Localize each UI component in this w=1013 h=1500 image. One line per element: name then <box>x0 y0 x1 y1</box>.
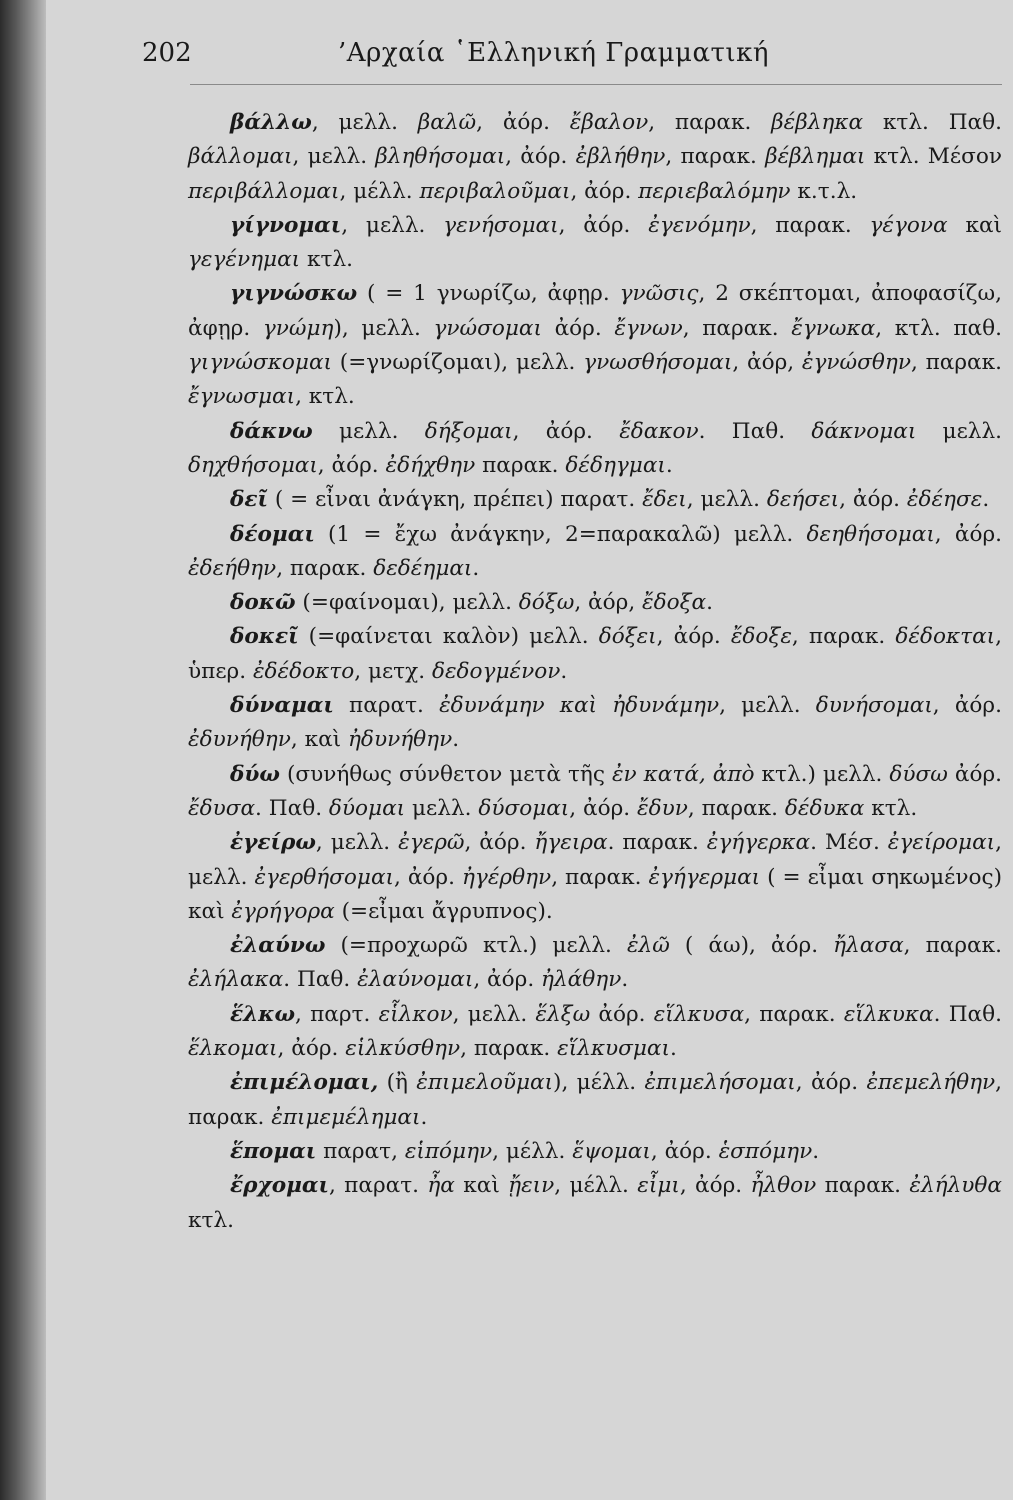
entry-text: , ἀόρ. <box>512 418 620 444</box>
entry-text: , ἀόρ. <box>569 795 638 821</box>
entry-text: , μελλ. <box>311 110 418 135</box>
entry-text: , ἀόρ. <box>464 830 535 856</box>
entry-text: , μελλ. <box>188 830 1002 890</box>
verb-form: γιγνώσκομαι <box>188 350 332 376</box>
entry-text: , μέλλ. <box>492 1138 573 1164</box>
entry-text: , παρακ. <box>276 555 374 581</box>
verb-form: δήξομαι <box>424 418 513 444</box>
verb-form: γνῶσις <box>619 281 699 307</box>
verb-form: περιεβαλόμην <box>638 178 791 204</box>
verb-entry <box>188 277 1002 414</box>
entry-text: , παρακ. <box>750 212 870 238</box>
verb-form: γέγονα <box>869 212 948 238</box>
verb-form: ἠγέρθην <box>461 864 552 890</box>
entry-text: . Παθ. <box>698 418 812 444</box>
entry-headword: δέομαι <box>230 521 315 547</box>
entry-headword: δύω <box>230 761 280 787</box>
verb-form: ἠδυνήθην <box>348 727 453 753</box>
verb-form: ἐπιμελοῦμαι <box>416 1070 554 1096</box>
entry-text: , μέλλ. <box>339 178 420 204</box>
verb-form: ἔγνωκα <box>791 315 876 341</box>
verb-form: εἷλκον <box>378 1001 453 1027</box>
verb-form: ἔδει <box>642 487 687 513</box>
entry-text: , παρακ. <box>648 110 772 135</box>
entry-text: κτλ.) μελλ. <box>754 761 890 787</box>
entry-text: (=γνωρίζομαι), μελλ. <box>332 350 584 376</box>
entry-text: . <box>812 1138 820 1164</box>
verb-entry <box>188 209 1002 278</box>
entry-text: , ἀόρ. <box>317 452 386 478</box>
verb-entry <box>188 586 1002 620</box>
verb-form: ἐγρήγορα <box>231 898 335 924</box>
verb-form: βέβληκα <box>771 110 864 135</box>
entry-text: , παρακ. <box>744 1001 844 1027</box>
verb-form: εἵλκυσα <box>653 1001 745 1027</box>
entry-text: ( = εἶναι ἀνάγκη, πρέπει) παρατ. <box>267 487 643 513</box>
entry-text: , 2 σκέπτομαι, ἀποφασίζω, ἀφῃρ. <box>188 281 1002 341</box>
entry-text: παρατ, <box>316 1138 405 1164</box>
verb-entry <box>188 106 1002 209</box>
verb-entry <box>188 415 1002 484</box>
verb-entry <box>188 929 1002 998</box>
verb-form: ἐγείρομαι <box>887 830 996 856</box>
entry-text: , παρακ. <box>551 864 649 890</box>
entry-text: , μελλ. <box>292 144 376 170</box>
entry-text: κτλ. <box>188 1207 234 1233</box>
entry-text: καὶ <box>947 212 1002 238</box>
entry-text: . <box>452 727 460 753</box>
entry-text: , ἀόρ. <box>277 1036 346 1062</box>
entry-text: ( άω), ἀόρ. <box>669 933 834 959</box>
verb-form: ἔδυσα <box>188 795 256 821</box>
verb-form: ἐδέδοκτο <box>252 658 355 684</box>
entry-text: . <box>472 555 480 581</box>
entry-headword: βάλλω <box>230 110 312 135</box>
verb-form: δύσω <box>889 761 948 787</box>
verb-form: δύομαι <box>328 795 406 821</box>
verb-form: γνωσθήσομαι <box>583 350 733 376</box>
verb-form: ἐδήχθην <box>385 452 476 478</box>
verb-form: ἐπιμεμέλημαι <box>271 1104 421 1130</box>
entry-text: , κτλ. <box>295 384 355 410</box>
entry-text: , παρακ. <box>791 624 896 650</box>
verb-form: ἔδοξα <box>642 590 707 616</box>
verb-form: ἐδέησε <box>906 487 983 513</box>
entry-text: . Μέσ. <box>810 830 888 856</box>
verb-form: ἤγειρα <box>534 830 608 856</box>
verb-form: ἐλῶ <box>626 933 670 959</box>
entry-text: ἀόρ. <box>590 1001 654 1027</box>
entry-text: . <box>669 1036 677 1062</box>
verb-form: ἐπιμελήσομαι <box>644 1070 796 1096</box>
page-number: 202 <box>142 38 192 68</box>
verb-form: ἐγενόμην <box>648 212 751 238</box>
verb-entry <box>188 826 1002 929</box>
entry-headword: ἕπομαι <box>230 1138 317 1164</box>
verb-form: δηχθήσομαι <box>188 452 318 478</box>
entry-text: , ἀόρ. <box>558 212 649 238</box>
verb-form: ἐλήλυθα <box>909 1173 1002 1199</box>
entry-text: (=φαίνεται καλὸν) μελλ. <box>298 624 599 650</box>
entry-headword: ἕλκω <box>230 1001 296 1027</box>
verb-form: περιβαλοῦμαι <box>419 178 571 204</box>
entry-headword: ἐγείρω <box>230 830 316 856</box>
verb-form: ᾔειν <box>508 1173 555 1199</box>
verb-form: ἕψομαι <box>572 1138 651 1164</box>
verb-form: ἔγνωσμαι <box>188 384 296 410</box>
verb-form: γενήσομαι <box>443 212 559 238</box>
verb-form: ἐλήλακα <box>188 967 284 993</box>
entry-text: παρατ. <box>333 693 440 719</box>
verb-form: ἐδυνήθην <box>188 727 291 753</box>
entry-text: . <box>665 452 673 478</box>
entry-text: , παρατ. <box>328 1173 428 1199</box>
verb-form: ἕλξω <box>535 1001 591 1027</box>
verb-form: περιβάλλομαι <box>188 178 340 204</box>
entry-text: , κτλ. παθ. <box>875 315 1002 341</box>
verb-form: ἔδοξε <box>730 624 792 650</box>
verb-form: δέδυκα <box>784 795 865 821</box>
verb-form: δεηθήσομαι <box>806 521 935 547</box>
entry-text: , ἀόρ. <box>839 487 907 513</box>
entry-text: , ἀόρ. <box>679 1173 751 1199</box>
entry-text: , παρακ. <box>460 1036 558 1062</box>
vocabulary-list <box>188 106 1002 1238</box>
verb-entry <box>188 998 1002 1067</box>
verb-entry <box>188 1169 1002 1238</box>
entry-text: , ἀόρ. <box>932 693 1002 719</box>
entry-text: μελλ. <box>916 418 1003 444</box>
verb-form: δυνήσομαι <box>815 693 933 719</box>
entry-text: (=φαίνομαι), μελλ. <box>295 590 519 616</box>
entry-text: , ἀόρ. <box>394 864 462 890</box>
entry-text: , μέλλ. <box>554 1173 638 1199</box>
entry-text: , παρακ. <box>682 315 792 341</box>
verb-form: ἔδακον <box>619 418 699 444</box>
entry-text: , παρακ. <box>910 350 1003 376</box>
entry-text: . Παθ. <box>283 967 358 993</box>
verb-form: εἵλκυκα <box>843 1001 934 1027</box>
verb-entry <box>188 1135 1002 1169</box>
entry-text: , ἀόρ. <box>570 178 639 204</box>
entry-text: , μελλ. <box>686 487 767 513</box>
verb-form: γνώμη <box>262 315 334 341</box>
verb-form: ἑσπόμην <box>718 1138 813 1164</box>
verb-form: δεήσει <box>766 487 840 513</box>
book-spine-shadow <box>0 0 46 1500</box>
entry-text: , μελλ. <box>452 1001 536 1027</box>
entry-text: (=εἶμαι ἄγρυπνος). <box>334 898 553 924</box>
entry-text: . <box>560 658 568 684</box>
verb-form: ἦα <box>427 1173 455 1199</box>
entry-text: (=προχωρῶ κτλ.) μελλ. <box>325 933 627 959</box>
verb-form: ἐγνώσθην <box>801 350 911 376</box>
entry-text: , παρακ. <box>903 933 1002 959</box>
verb-form: ἔβαλον <box>569 110 649 135</box>
entry-text: κτλ. <box>300 247 353 273</box>
verb-form: δύσομαι <box>478 795 570 821</box>
verb-form: ἐπεμελήθην <box>866 1070 996 1096</box>
entry-text: ( = εἶμαι σηκωμένος) καὶ <box>188 864 1002 924</box>
verb-form: εἵλκυσμαι <box>557 1036 670 1062</box>
entry-text: , ἀόρ, <box>732 350 802 376</box>
entry-text: . <box>621 967 629 993</box>
header-rule <box>190 84 1002 85</box>
entry-text: , ἀόρ. <box>476 110 570 135</box>
verb-form: βληθήσομαι <box>375 144 506 170</box>
verb-form: ἐγερῶ <box>398 830 465 856</box>
entry-headword: γιγνώσκω <box>230 281 358 307</box>
verb-form: ἐγήγερκα <box>706 830 811 856</box>
entry-text: , παρακ. <box>665 144 766 170</box>
verb-form: εἱλκύσθην <box>345 1036 461 1062</box>
entry-text: ἀόρ. <box>541 315 615 341</box>
verb-entry <box>188 1066 1002 1135</box>
entry-text: μελλ. <box>405 795 479 821</box>
verb-form: βέβλημαι <box>765 144 866 170</box>
entry-text: . <box>982 487 990 513</box>
verb-form: εἱπόμην <box>404 1138 493 1164</box>
entry-text: καὶ <box>454 1173 509 1199</box>
entry-text: , μελλ. <box>719 693 816 719</box>
verb-form: δεδογμένον <box>431 658 561 684</box>
entry-text: ), μέλλ. <box>553 1070 645 1096</box>
entry-text: παρακ. <box>475 452 566 478</box>
verb-form: ἐδυνάμην καὶ ἠδυνάμην <box>439 693 720 719</box>
verb-entry <box>188 518 1002 587</box>
entry-headword: ἐλαύνω <box>230 933 326 959</box>
verb-form: γνώσομαι <box>433 315 542 341</box>
entry-headword: δάκνω <box>230 418 313 444</box>
verb-form: ἠλάθην <box>541 967 622 993</box>
verb-form: ἐγερθήσομαι <box>254 864 394 890</box>
entry-text: ), μελλ. <box>333 315 434 341</box>
entry-text: κ.τ.λ. <box>790 178 858 204</box>
verb-entry <box>188 620 1002 689</box>
entry-text: , ὑπερ. <box>188 624 1002 684</box>
entry-text: ( = 1 γνωρίζω, ἀφῃρ. <box>357 281 620 307</box>
verb-form: δάκνομαι <box>811 418 917 444</box>
verb-form: βάλλομαι <box>188 144 293 170</box>
entry-headword: δύναμαι <box>230 693 334 719</box>
verb-entry <box>188 758 1002 827</box>
verb-form: ἦλθον <box>750 1173 817 1199</box>
entry-text: (1 = ἔχω ἀνάγκην, 2=παρακαλῶ) μελλ. <box>314 521 807 547</box>
entry-text: (ἢ <box>378 1070 417 1096</box>
verb-form: δόξει <box>598 624 657 650</box>
entry-headword: ἔρχομαι <box>230 1173 329 1199</box>
entry-text: , ἀόρ. <box>650 1138 719 1164</box>
entry-text: , καὶ <box>290 727 348 753</box>
running-title: ’Αρχαία ῾Ελληνική Γραμματική <box>338 38 769 68</box>
verb-form: ἔδυν <box>637 795 688 821</box>
verb-form: εἶμι <box>637 1173 680 1199</box>
entry-text: κτλ. Παθ. <box>863 110 1002 135</box>
entry-text: , ἀόρ. <box>795 1070 867 1096</box>
verb-form: ἔγνων <box>614 315 683 341</box>
entry-text: , μετχ. <box>354 658 432 684</box>
entry-text: κτλ. <box>864 795 918 821</box>
entry-text: , παρακ. <box>687 795 785 821</box>
verb-form: βαλῶ <box>417 110 477 135</box>
entry-headword: δοκεῖ <box>230 624 299 650</box>
verb-form: ἕλκομαι <box>188 1036 278 1062</box>
verb-form: ἐλαύνομαι <box>357 967 474 993</box>
entry-text: , μελλ. <box>341 212 444 238</box>
entry-text: , ἀόρ. <box>473 967 542 993</box>
entry-text: , μελλ. <box>315 830 399 856</box>
verb-form: ἐγήγερμαι <box>648 864 761 890</box>
verb-form: δεδέημαι <box>373 555 473 581</box>
verb-form: ἐδεήθην <box>188 555 277 581</box>
entry-headword: ἐπιμέλομαι, <box>230 1070 379 1096</box>
entry-text: , παρακ. <box>188 1070 1003 1130</box>
entry-headword: γίγνομαι <box>230 212 342 238</box>
entry-text: ἀόρ. <box>947 761 1003 787</box>
entry-headword: δεῖ <box>230 487 268 513</box>
verb-entry <box>188 483 1002 517</box>
entry-text: (συνήθως σύνθετον μετὰ τῆς <box>279 761 612 787</box>
entry-text: , ἀόρ, <box>574 590 643 616</box>
verb-entry <box>188 689 1002 758</box>
verb-form: δέδοκται <box>895 624 996 650</box>
entry-text: . Παθ. <box>255 795 329 821</box>
verb-form: ἐν κατά, ἀπὸ <box>611 761 755 787</box>
verb-form: ἐβλήθην <box>575 144 666 170</box>
entry-text: μελλ. <box>312 418 425 444</box>
entry-text: . Παθ. <box>933 1001 1002 1027</box>
entry-text: , ἀόρ. <box>505 144 576 170</box>
verb-form: ἤλασα <box>833 933 904 959</box>
entry-text: κτλ. Μέσον <box>865 144 1002 170</box>
entry-text: , ἀόρ. <box>934 521 1003 547</box>
entry-text: , ἀόρ. <box>656 624 731 650</box>
verb-form: γεγένημαι <box>188 247 301 273</box>
entry-text: . παρακ. <box>607 830 707 856</box>
entry-headword: δοκῶ <box>230 590 296 616</box>
entry-text: , παρτ. <box>295 1001 379 1027</box>
entry-text: . <box>706 590 713 616</box>
verb-form: δέδηγμαι <box>565 452 666 478</box>
entry-text: παρακ. <box>816 1173 910 1199</box>
verb-form: δόξω <box>518 590 575 616</box>
page-header <box>142 32 1002 72</box>
entry-text: . <box>420 1104 428 1130</box>
